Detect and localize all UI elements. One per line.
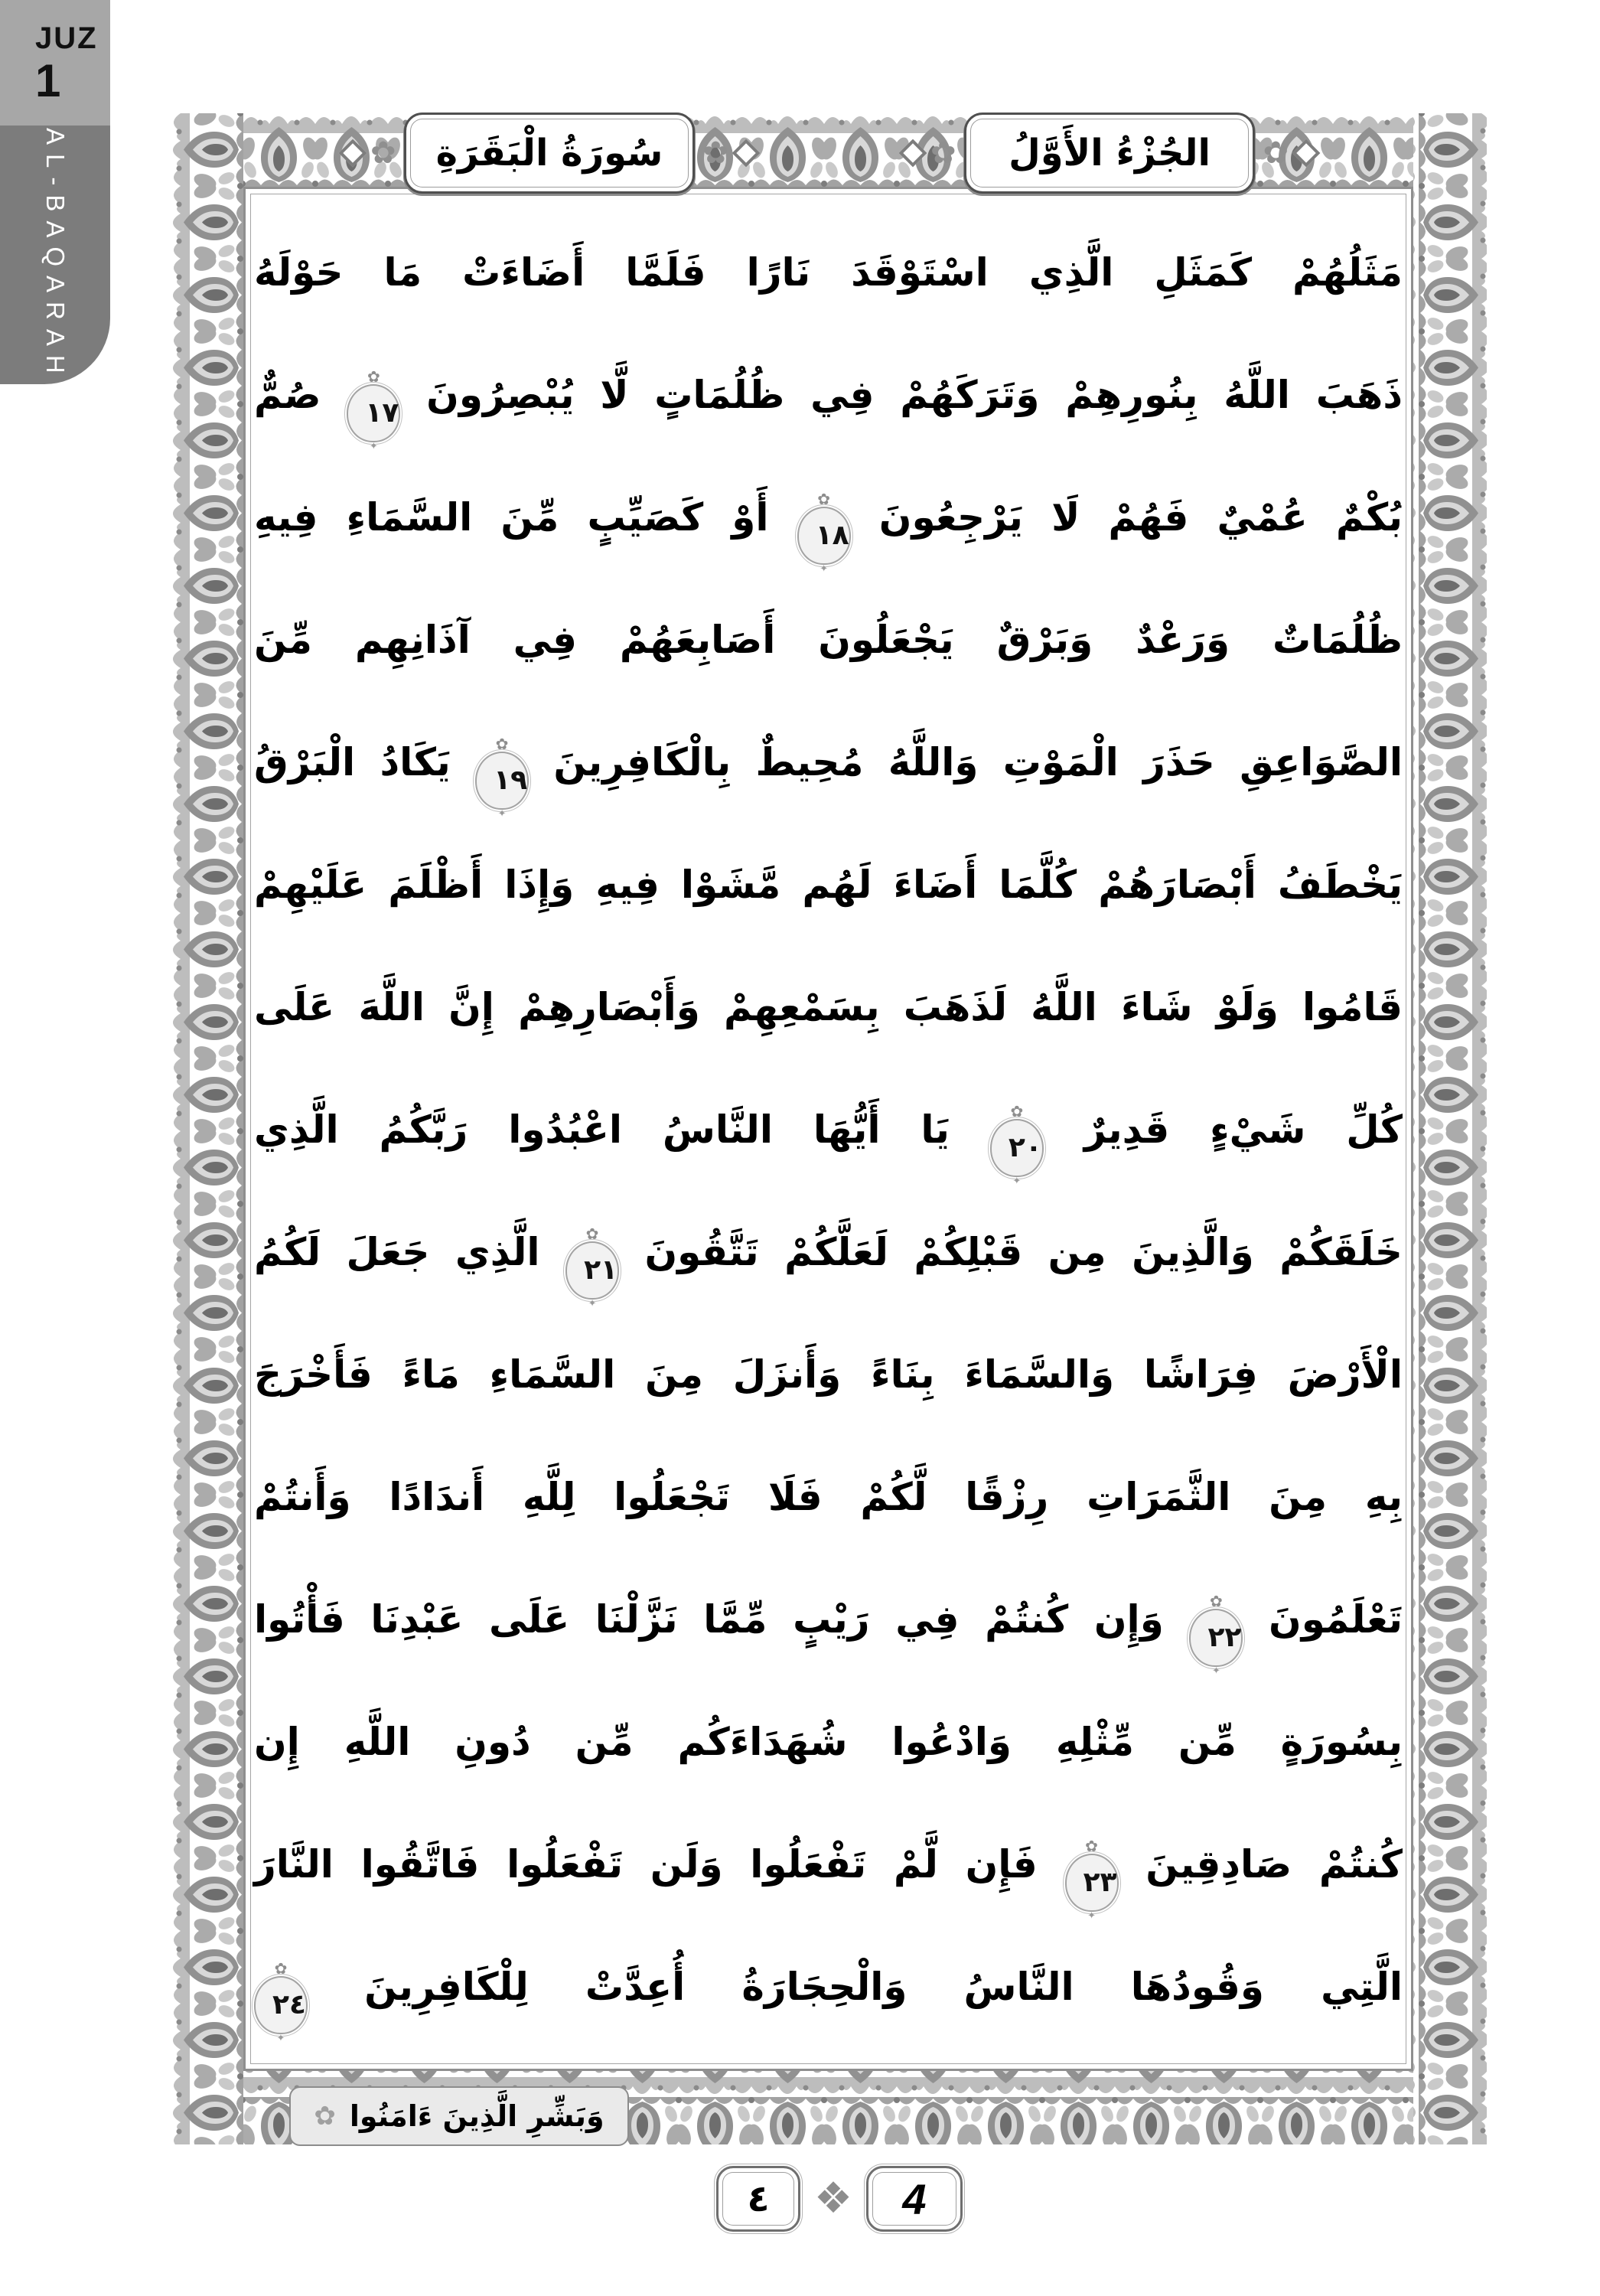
- flower-ornament-icon: ✿: [1263, 135, 1289, 171]
- ayah-end-marker: [347, 384, 400, 442]
- ayah-number: ✿ ٢٣: [1083, 1867, 1117, 1898]
- mushaf-line: مَثَلُهُمْ كَمَثَلِ الَّذِي اسْتَوْقَدَ نَارًا فَلَمَّا أَضَاءَتْ مَا حَوْلَهُ: [254, 250, 1403, 295]
- flower-ornament-icon: ✿: [370, 135, 396, 171]
- mushaf-line: الصَّوَاعِقِ حَذَرَ الْمَوْتِ وَاللَّهُ مُحِيطٌ بِالْكَافِرِينَ ✿ ١٩ ✦ يَكَادُ الْبَرْقُ: [254, 701, 1403, 823]
- ayah-number: ✿ ٢٠: [1008, 1132, 1042, 1163]
- catchword-cartouche: [289, 2086, 629, 2146]
- ayah-end-marker: [990, 1119, 1044, 1177]
- ayah-number: ✿ ١٨: [815, 520, 849, 551]
- mushaf-line: ذَهَبَ اللَّهُ بِنُورِهِمْ وَتَرَكَهُمْ فِي ظُلُمَاتٍ لَّا يُبْصِرُونَ ✿ ١٧ ✦ صُمٌّ: [254, 334, 1403, 456]
- mushaf-line: كُنتُمْ صَادِقِينَ ✿ ٢٣ ✦ فَإِن لَّمْ تَفْعَلُوا وَلَن تَفْعَلُوا فَاتَّقُوا النَّارَ: [254, 1803, 1403, 1926]
- page-number-group: [716, 2166, 963, 2232]
- page-number-latin: 4: [902, 2174, 927, 2223]
- mushaf-line: كُلِّ شَيْءٍ قَدِيرٌ ✿ ٢٠ ✦ يَا أَيُّهَا النَّاسُ اعْبُدُوا رَبَّكُمُ الَّذِي: [254, 1068, 1403, 1191]
- mushaf-line: ظُلُمَاتٌ وَرَعْدٌ وَبَرْقٌ يَجْعَلُونَ أَصَابِعَهُمْ فِي آذَانِهِم مِّنَ: [254, 618, 1403, 662]
- page-number-arabic: ٤: [747, 2177, 770, 2220]
- flower-ornament-icon: ✿: [314, 2101, 336, 2131]
- surah-title-cartouche: [343, 115, 756, 191]
- quran-text-block: [254, 194, 1403, 2063]
- ayah-end-marker: [475, 752, 529, 810]
- page-number-latin-box: [866, 2166, 963, 2232]
- ayah-number: ✿ ٢٤: [272, 1989, 306, 2020]
- mushaf-line: الْأَرْضَ فِرَاشًا وَالسَّمَاءَ بِنَاءً وَأَنزَلَ مِنَ السَّمَاءِ مَاءً فَأَخْرَجَ: [254, 1352, 1403, 1397]
- mushaf-line: الَّتِي وَقُودُهَا النَّاسُ وَالْحِجَارَةُ أُعِدَّتْ لِلْكَافِرِينَ ✿ ٢٤ ✦: [254, 1926, 1403, 2048]
- surah-thumb-tab: [0, 126, 110, 384]
- ayah-number: ✿ ٢١: [584, 1254, 618, 1286]
- mushaf-line: يَخْطَفُ أَبْصَارَهُمْ كُلَّمَا أَضَاءَ لَهُم مَّشَوْا فِيهِ وَإِذَا أَظْلَمَ عَلَيْهِمْ: [254, 863, 1403, 907]
- surah-title-box: [404, 113, 696, 194]
- mushaf-line: قَامُوا وَلَوْ شَاءَ اللَّهُ لَذَهَبَ بِسَمْعِهِمْ وَأَبْصَارِهِمْ إِنَّ اللَّهَ عَلَى: [254, 985, 1403, 1029]
- diamond-ornament-icon: [732, 139, 761, 168]
- juz-label: JUZ: [35, 21, 98, 55]
- diamond-ornament-icon: [1292, 139, 1321, 168]
- ayah-number: ✿ ١٩: [494, 765, 528, 796]
- surah-title: سُورَةُ الْبَقَرَةِ: [435, 132, 663, 174]
- ayah-number: ✿ ١٧: [365, 397, 399, 429]
- juz-title-box: [964, 113, 1256, 194]
- juz-title: الجُزْءُ الأَوَّلُ: [1009, 132, 1211, 174]
- page-number-arabic-box: [716, 2166, 800, 2232]
- decorative-border-frame: [170, 113, 1487, 2144]
- flower-ornament-icon: ✿: [702, 135, 728, 171]
- ayah-end-marker: [1189, 1609, 1243, 1667]
- mushaf-line: بُكْمٌ عُمْيٌ فَهُمْ لَا يَرْجِعُونَ ✿ ١٨ ✦ أَوْ كَصَيِّبٍ مِّنَ السَّمَاءِ فِيهِ: [254, 456, 1403, 579]
- page-number-ornament-icon: ❖: [813, 2174, 853, 2223]
- mushaf-line: بِسُورَةٍ مِّن مِّثْلِهِ وَادْعُوا شُهَدَاءَكُم مِّن دُونِ اللَّهِ إِن: [254, 1720, 1403, 1764]
- mushaf-line: تَعْلَمُونَ ✿ ٢٢ ✦ وَإِن كُنتُمْ فِي رَيْبٍ مِّمَّا نَزَّلْنَا عَلَى عَبْدِنَا فَأْتُوا: [254, 1558, 1403, 1681]
- ayah-end-marker: [565, 1241, 619, 1300]
- juz-number: 1: [35, 55, 61, 106]
- mushaf-line: بِهِ مِنَ الثَّمَرَاتِ رِزْقًا لَّكُمْ فَلَا تَجْعَلُوا لِلَّهِ أَندَادًا وَأَنتُمْ: [254, 1475, 1403, 1519]
- diamond-ornament-icon: [899, 139, 927, 168]
- ayah-end-marker: [1065, 1854, 1119, 1912]
- juz-indicator: [0, 0, 110, 126]
- juz-title-cartouche: [903, 115, 1316, 191]
- diamond-ornament-icon: [339, 139, 367, 168]
- mushaf-line: خَلَقَكُمْ وَالَّذِينَ مِن قَبْلِكُمْ لَعَلَّكُمْ تَتَّقُونَ ✿ ٢١ ✦ الَّذِي جَعَلَ لَكُمُ: [254, 1191, 1403, 1313]
- catchword-text: وَبَشِّرِ الَّذِينَ ءَامَنُوا: [349, 2099, 604, 2133]
- ayah-number: ✿ ٢٢: [1207, 1622, 1242, 1653]
- flower-ornament-icon: ✿: [930, 135, 956, 171]
- ayah-end-marker: [797, 507, 851, 565]
- surah-tab-label: AL-BAQARAH: [41, 127, 70, 383]
- ayah-end-marker: [254, 1976, 308, 2034]
